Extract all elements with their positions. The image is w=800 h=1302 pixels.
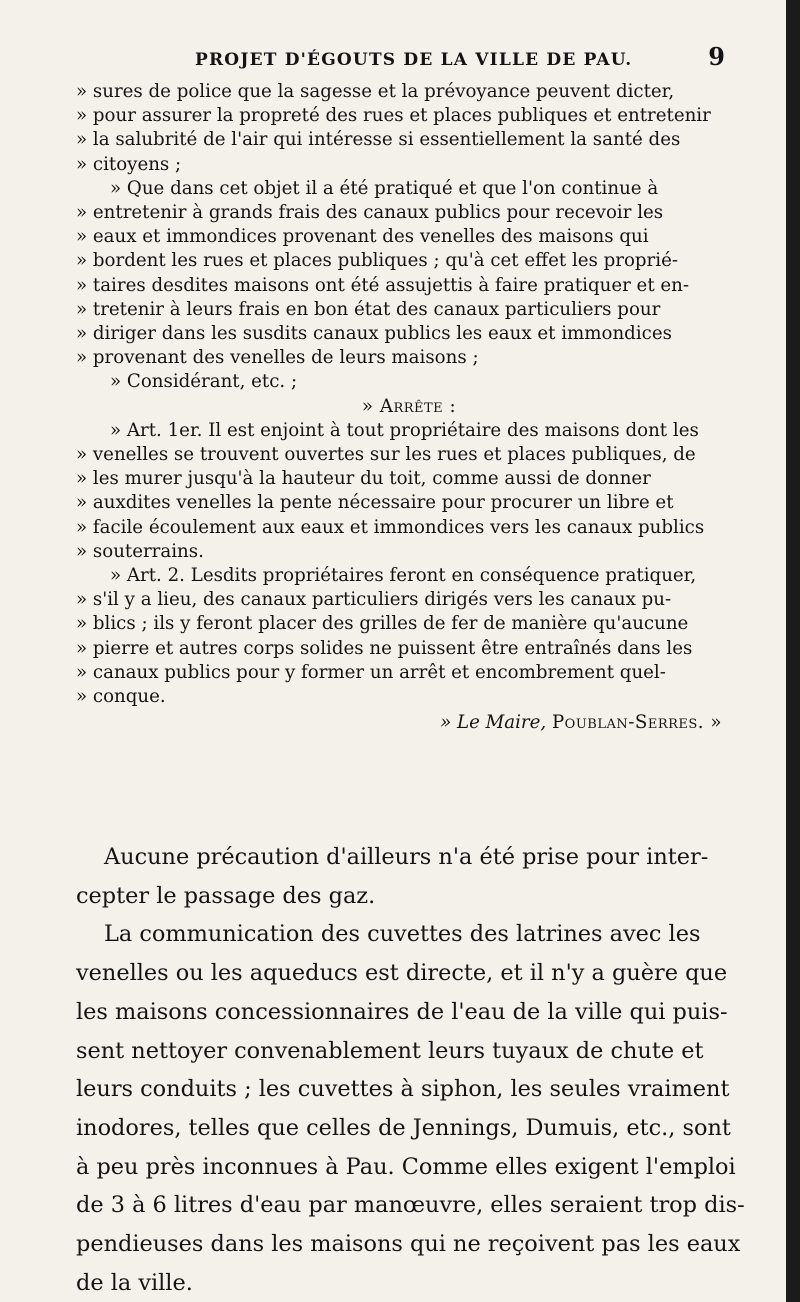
quote-line: » provenant des venelles de leurs maisons ; bbox=[76, 347, 479, 369]
quote-line: » diriger dans les susdits canaux publics les eaux et immondices bbox=[76, 323, 672, 345]
body-line: Aucune précaution d'ailleurs n'a été prise pour inter- bbox=[104, 844, 709, 870]
quote-line: » tretenir à leurs frais en bon état des canaux particuliers pour bbox=[76, 298, 661, 320]
quote-line: » les murer jusqu'à la hauteur du toit, comme aussi de donner bbox=[76, 468, 651, 490]
quote-line: » s'il y a lieu, des canaux particuliers dirigés vers les canaux pu- bbox=[76, 589, 672, 611]
body-line: La communication des cuvettes des latrines avec les bbox=[104, 921, 701, 948]
body-line: de 3 à 6 litres d'eau par manœuvre, elles seraient trop dis- bbox=[76, 1192, 745, 1219]
body-text bbox=[76, 838, 745, 1302]
article-2: » Art. 2. Lesdits propriétaires feront en conséquence pratiquer, bbox=[110, 565, 697, 587]
quote-line: » entretenir à grands frais des canaux publics pour recevoir les bbox=[76, 202, 664, 224]
quote-line: » pour assurer la propreté des rues et places publiques et entretenir bbox=[76, 105, 711, 127]
page-number: 9 bbox=[708, 42, 725, 71]
body-line: inodores, telles que celles de Jennings, Dumuis, etc., sont bbox=[76, 1114, 731, 1141]
body-line: cepter le passage des gaz. bbox=[76, 882, 376, 909]
body-line: de la ville. bbox=[76, 1269, 193, 1296]
body-line: venelles ou les aqueducs est directe, et il n'y a guère que bbox=[76, 960, 728, 987]
body-line: à peu près inconnues à Pau. Comme elles exigent l'emploi bbox=[76, 1153, 736, 1180]
quote-line: » citoyens ; bbox=[76, 153, 182, 175]
quote-line: » facile écoulement aux eaux et immondices vers les canaux publics bbox=[76, 516, 705, 538]
signature-name: Poublan-Serres. » bbox=[551, 712, 722, 734]
running-head: PROJET D'ÉGOUTS DE LA VILLE DE PAU. bbox=[195, 50, 633, 70]
page-edge-shadow bbox=[786, 0, 800, 1302]
quote-line: » conque. bbox=[76, 686, 166, 708]
quote-line: » sures de police que la sagesse et la prévoyance peuvent dicter, bbox=[76, 81, 675, 102]
signature-title: » Le Maire, bbox=[440, 712, 547, 734]
body-line: pendieuses dans les maisons qui ne reçoivent pas les eaux bbox=[76, 1231, 741, 1258]
quote-line: » auxdites venelles la pente nécessaire pour procurer un libre et bbox=[76, 492, 674, 514]
quoted-arrete bbox=[76, 80, 742, 735]
body-line: les maisons concessionnaires de l'eau de la ville qui puis- bbox=[76, 998, 728, 1025]
quote-line: » eaux et immondices provenant des venelles des maisons qui bbox=[76, 226, 649, 248]
arrete-heading: » Arrête : bbox=[361, 395, 457, 417]
quote-line: » blics ; ils y feront placer des grilles de fer de manière qu'aucune bbox=[76, 613, 689, 635]
article-1: » Art. 1er. Il est enjoint à tout propriétaire des maisons dont les bbox=[110, 419, 699, 441]
quote-line: » pierre et autres corps solides ne puissent être entraînés dans les bbox=[76, 637, 693, 659]
quote-line: » souterrains. bbox=[76, 540, 204, 562]
quote-line: » Considérant, etc. ; bbox=[110, 371, 298, 393]
body-line: sent nettoyer convenablement leurs tuyaux de chute et bbox=[76, 1037, 704, 1064]
body-line: leurs conduits ; les cuvettes à siphon, les seules vraiment bbox=[76, 1076, 730, 1103]
quote-line: » venelles se trouvent ouvertes sur les rues et places publiques, de bbox=[76, 444, 696, 466]
quote-line: » Que dans cet objet il a été pratiqué et que l'on continue à bbox=[110, 177, 659, 199]
signature bbox=[76, 711, 742, 735]
quote-line: » la salubrité de l'air qui intéresse si essentiellement la santé des bbox=[76, 129, 681, 151]
quote-line: » bordent les rues et places publiques ; qu'à cet effet les proprié- bbox=[76, 250, 678, 272]
quote-line: » canaux publics pour y former un arrêt et encombrement quel- bbox=[76, 661, 666, 683]
page-header bbox=[195, 42, 725, 71]
quote-line: » taires desdites maisons ont été assujettis à faire pratiquer et en- bbox=[76, 274, 690, 296]
